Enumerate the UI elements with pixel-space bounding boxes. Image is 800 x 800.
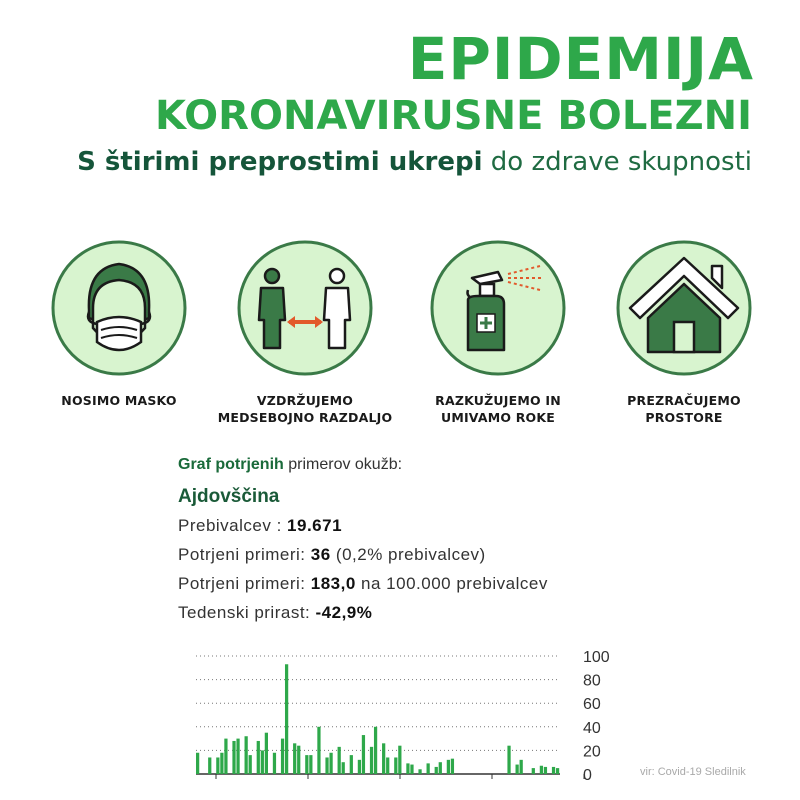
bar [516, 765, 519, 774]
bar [317, 727, 320, 774]
weekly-growth-row: Tedenski prirast: -42,9% [178, 603, 373, 622]
y-tick-label: 100 [583, 649, 610, 666]
source-note: vir: Covid-19 Sledilnik [640, 766, 746, 778]
bar [309, 755, 312, 774]
bar [338, 747, 341, 774]
social-distance-icon [235, 238, 375, 378]
bar [386, 757, 389, 774]
subtitle-rest: do zdrave skupnosti [482, 147, 752, 177]
bar [232, 741, 235, 774]
bar [249, 755, 252, 774]
bar [398, 746, 401, 774]
measure-label-sanitize: RAZKUŽUJEMO IN UMIVAMO ROKE [435, 393, 561, 425]
bar [374, 727, 377, 774]
face-mask-icon [49, 238, 189, 378]
bar [540, 766, 543, 774]
bar [257, 741, 260, 774]
title-line-1: EPIDEMIJA [407, 25, 754, 93]
bar [196, 753, 199, 774]
bar [224, 739, 227, 774]
bar [406, 763, 409, 774]
bar [293, 743, 296, 774]
bar [410, 765, 413, 774]
bar [285, 664, 288, 774]
bar [305, 755, 308, 774]
confirmed-cases-chart [180, 640, 620, 785]
bar [451, 759, 454, 774]
place-name: Ajdovščina [178, 486, 280, 507]
bar [427, 763, 430, 774]
y-tick-label: 0 [583, 767, 592, 784]
confirmed-row: Potrjeni primeri: 36 (0,2% prebivalcev) [178, 545, 486, 564]
bar [507, 746, 510, 774]
bar [552, 767, 555, 774]
bar [329, 753, 332, 774]
measure-label-distance: VZDRŽUJEMO MEDSEBOJNO RAZDALJO [217, 393, 393, 425]
bar [325, 757, 328, 774]
bar [435, 767, 438, 774]
measure-label-ventilate: PREZRAČUJEMO PROSTORE [627, 393, 741, 425]
bar [532, 768, 535, 774]
y-tick-label: 40 [583, 719, 601, 737]
bar [544, 767, 547, 774]
bar [245, 736, 248, 774]
confirmed-value: 36 [310, 545, 331, 564]
y-tick-label: 20 [583, 743, 601, 761]
hand-sanitizer-icon [428, 238, 568, 378]
bar [418, 769, 421, 774]
bar [439, 762, 442, 774]
bar [216, 757, 219, 774]
graph-title-bold: Graf potrjenih [178, 456, 284, 473]
bar [394, 757, 397, 774]
statistics-panel [178, 456, 698, 632]
bar [273, 753, 276, 774]
bar [370, 747, 373, 774]
bar [261, 750, 264, 774]
per100k-row: Potrjeni primeri: 183,0 na 100.000 prebivalcev [178, 574, 548, 593]
bar [281, 739, 284, 774]
subtitle [77, 148, 752, 177]
bar [358, 760, 361, 774]
graph-title [178, 456, 698, 474]
house-icon [614, 238, 754, 378]
bar [208, 757, 211, 774]
bar [236, 739, 239, 774]
subtitle-bold: S štirimi preprostimi ukrepi [77, 147, 483, 177]
bar [520, 760, 523, 774]
y-tick-label: 60 [583, 696, 601, 714]
per100k-value: 183,0 [310, 574, 356, 593]
weekly-growth-value: -42,9% [315, 603, 373, 622]
bar [342, 762, 345, 774]
bar [447, 760, 450, 774]
bar [265, 733, 268, 774]
residents-row: Prebivalcev : 19.671 [178, 516, 343, 535]
bar [350, 755, 353, 774]
bar [220, 753, 223, 774]
measure-label-mask: NOSIMO MASKO [61, 393, 177, 408]
bar [556, 768, 559, 774]
bar [382, 743, 385, 774]
title-line-2: KORONAVIRUSNE BOLEZNI [154, 93, 752, 139]
bar [362, 735, 365, 774]
y-tick-label: 80 [583, 672, 601, 690]
graph-title-rest: primerov okužb: [283, 456, 403, 473]
residents-value: 19.671 [287, 516, 343, 535]
bar [297, 746, 300, 774]
